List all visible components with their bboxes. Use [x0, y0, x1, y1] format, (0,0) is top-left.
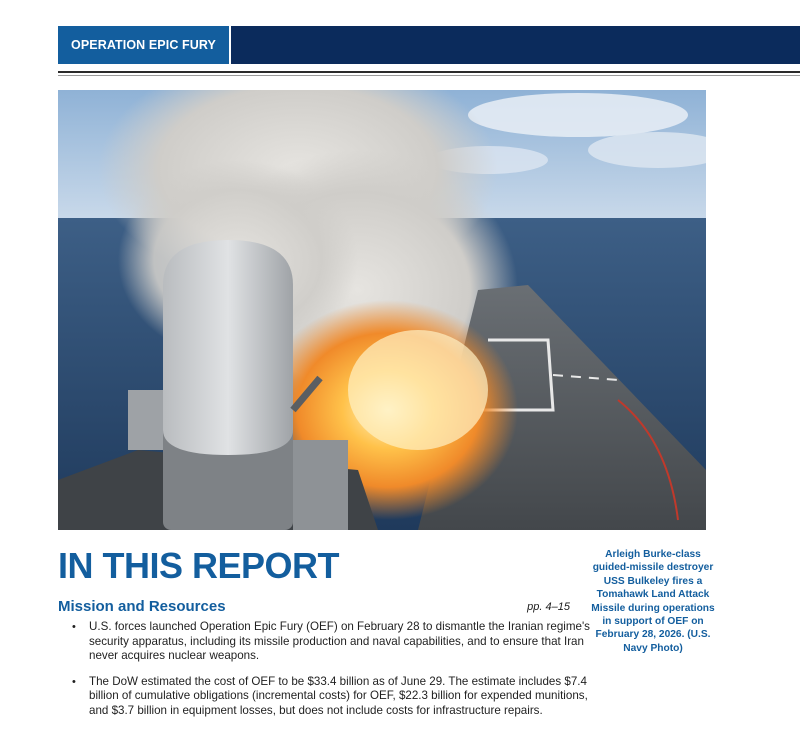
destroyer-missile-launch-photo — [58, 90, 706, 530]
bullet-text: U.S. forces launched Operation Epic Fury (OEF) on February 28 to dismantle the Iranian regime's security apparatus, including its missile production and naval capabilities, and to ensure that Iran never acquires nuclear weapons. — [89, 620, 590, 663]
list-item — [72, 620, 592, 664]
header-rule — [58, 71, 800, 73]
banner-divider — [229, 26, 231, 64]
section-tab: OPERATION EPIC FURY — [58, 26, 229, 64]
photo-caption: Arleigh Burke-class guided-missile destroyer USS Bulkeley fires a Tomahawk Land Attack Missile during operations in support of OEF on February 28, 2026. (U.S. Navy Photo) — [591, 549, 715, 654]
header-banner — [58, 26, 800, 64]
bullet-list — [72, 620, 592, 730]
header-rule-thin — [58, 75, 800, 76]
page-range: pp. 4–15 — [527, 601, 570, 613]
bullet-icon: • — [72, 675, 76, 688]
section-title: Mission and Resources — [58, 598, 226, 615]
report-title: IN THIS REPORT — [58, 545, 340, 586]
bullet-icon: • — [72, 621, 76, 633]
bullet-text: The DoW estimated the cost of OEF to be $33.4 billion as of June 29. The estimate includes $7.4 billion of cumulative obligations (incremental costs) for OEF, $22.3 billion for expended munitions, and $3.7 billion in equipment losses, but does not include costs for infrastructure repairs. — [89, 674, 588, 717]
list-item — [72, 675, 592, 719]
